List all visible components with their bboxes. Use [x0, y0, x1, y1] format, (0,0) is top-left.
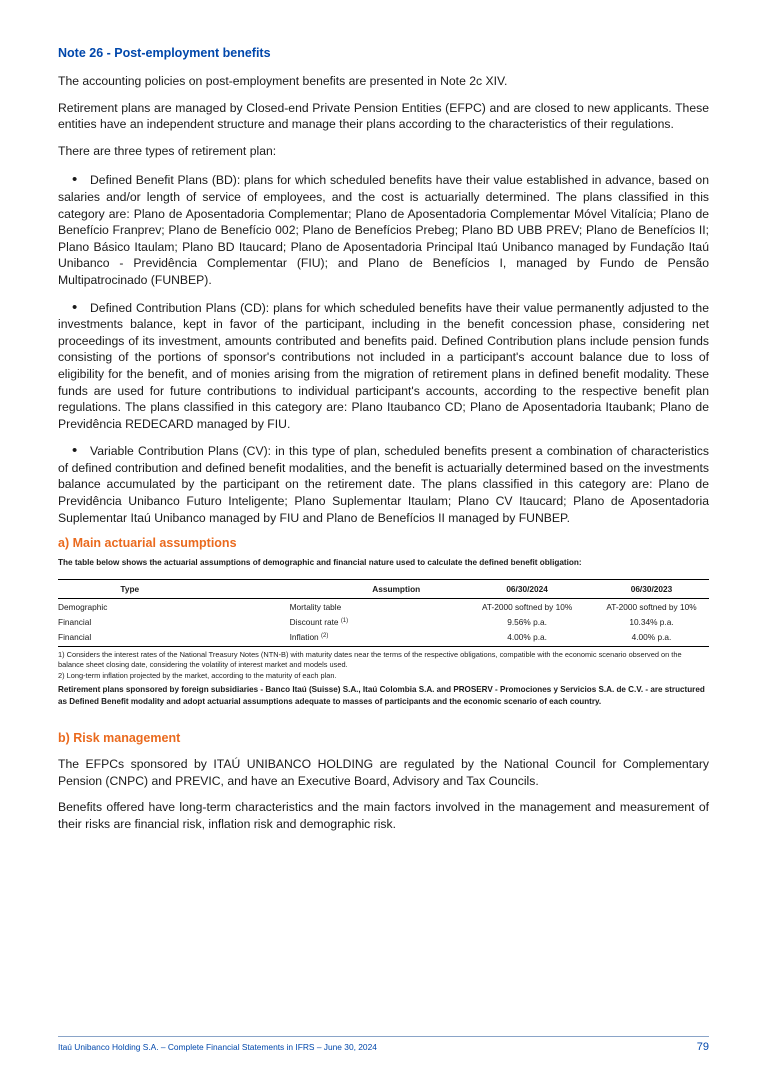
cell-type: Demographic: [58, 601, 108, 612]
cell-type: Financial: [58, 629, 202, 646]
cell-assumption: Inflation $^{(2)}$: [202, 629, 461, 646]
bullet-defined-contribution: [58, 300, 709, 433]
table-intro: The table below shows the actuarial assumptions of demographic and financial nature used to calculate the defined benefit obligation:: [58, 558, 582, 568]
cell-value-2023: AT-2000 softned by 10%: [606, 601, 697, 612]
cell-value-2024: 9.56% p.a.: [507, 616, 547, 627]
cell-value-2023: 10.34% p.a.: [629, 616, 674, 627]
foreign-subsidiaries-note: Retirement plans sponsored by foreign subsidiaries - Banco Itaú (Suisse) S.A., Itaú Colombia S.A. and PROSERV - Promociones y Servicios S.A. de C.V. - are structured as Defined Benefit modality and adopt actuarial assumptions adequate to masses of participants and the economic scenario of each country.: [58, 685, 705, 706]
footnote-2: 2) Long-term inflation projected by the market, according to the maturity of each plan.: [58, 670, 337, 680]
table-header-row: [58, 580, 709, 599]
cell-value-2024: 4.00% p.a.: [460, 629, 594, 646]
header-assumption: Assumption: [202, 580, 461, 599]
bullet-dot-icon: •: [72, 171, 78, 189]
table-footnotes: [58, 650, 709, 682]
paragraph-retirement-plans: Retirement plans are managed by Closed-end Private Pension Entities (EFPC) and are closed to new applicants. These entities have an independent structure and manage their plans according to the characteristics of their regulations.: [58, 100, 709, 132]
note-heading: Note 26 - Post-employment benefits: [58, 46, 271, 60]
cell-type: Financial: [58, 616, 92, 627]
section-b-title: b) Risk management: [58, 731, 181, 746]
footnote-1: 1) Considers the interest rates of the National Treasury Notes (NTN-B) with maturity dates near the terms of the respective obligations, compatible with the economic scenario observed on the balance sheet closing date, considering the volatility of interest market and models used.: [58, 649, 682, 670]
header-type: Type: [58, 580, 202, 599]
header-date-2023: 06/30/2023: [594, 580, 709, 599]
bullet-text: Variable Contribution Plans (CV): in this type of plan, scheduled benefits present a combination of characteristics of defined contribution and defined benefit modalities, and the benefit is actuarially determined based on the investments balance accumulated by the participant on the retirement date. The plans classified in this category are: Plano de Previdência Unibanco Futuro Inteligente; Plano Suplementar Itaulam; Plano CV Itaucard; Plano de Aposentadoria Suplementar Itaú Unibanco managed by FIU and Plano de Benefícios II managed by FUNBEP.: [58, 444, 709, 525]
paragraph-risk-factors: Benefits offered have long-term characteristics and the main factors involved in the management and measurement of their risks are financial risk, inflation risk and demographic risk.: [58, 800, 709, 832]
bullet-dot-icon: •: [72, 442, 78, 460]
footnote-marker: (2): [320, 632, 329, 639]
cell-assumption: Discount rate $^{(1)}$: [289, 616, 349, 627]
header-date-2024: 06/30/2024: [460, 580, 594, 599]
bullet-text: Defined Benefit Plans (BD): plans for which scheduled benefits have their value established in advance, based on salaries and/or length of service of employees, and the cost is actuarially determined. The plans classified in this category are: Plano de Aposentadoria Complementar; Plano de Aposentadoria Complementar Móvel Vitalícia; Plano de Benefício Franprev; Plano de Benefício 002; Plano de Benefícios Prebeg; Plano BD UBB PREV; Plano de Benefícios II; Plano Básico Itaulam; Plano BD Itaucard; Plano de Aposentadoria Principal Itaú Unibanco managed by Fundação Itaú Unibanco - Previdência Complementar (FIU); and Plano de Benefícios I, managed by Fundo de Pensão Multipatrocinado (FUNBEP).: [58, 173, 709, 287]
cell-assumption: Mortality table: [289, 601, 342, 612]
footer-company-text: Itaú Unibanco Holding S.A. – Complete Financial Statements in IFRS – June 30, 2024: [58, 1042, 377, 1052]
bullet-dot-icon: •: [72, 298, 78, 316]
table-row: [58, 629, 709, 646]
table-row: [58, 614, 709, 629]
actuarial-assumptions-table: [58, 579, 709, 647]
paragraph-efpc-regulation: The EFPCs sponsored by ITAÚ UNIBANCO HOLDING are regulated by the National Council for Complementary Pension (CNPC) and PREVIC, and have an Executive Board, Advisory and Tax Councils.: [58, 757, 709, 788]
bullet-defined-benefit: [58, 172, 709, 288]
table-row: [58, 599, 709, 615]
bullet-text: Defined Contribution Plans (CD): plans for which scheduled benefits have their value permanently adjusted to the investments balance, kept in favor of the participant, including in the benefit concession phase, considering net proceedings of its investment, amounts contributed and benefits paid. Defined Contribution plans include pension funds consisting of the portions of sponsor's contributions not included in a participant's account balance due to loss of eligibility for the benefit, and of monies arising from the migration of retirement plans in defined benefit modality. These funds are used for future contributions to individual participant's accounts, according to the respective benefit plan regulations. The plans classified in this category are: Plano Itaubanco CD; Plano de Aposentadoria Itaubank; Plano de Previdência REDECARD managed by FIU.: [58, 300, 709, 431]
page-number: 79: [696, 1041, 709, 1053]
document-page: [58, 46, 709, 843]
cell-value-2023: 4.00% p.a.: [594, 629, 709, 646]
footnote-marker: (1): [340, 617, 349, 624]
bullet-variable-contribution: [58, 443, 709, 526]
paragraph-three-types: There are three types of retirement plan:: [58, 143, 277, 158]
cell-value-2024: AT-2000 softned by 10%: [481, 601, 573, 612]
section-a-title: a) Main actuarial assumptions: [58, 536, 237, 551]
page-footer: [58, 1036, 709, 1053]
paragraph-accounting-policies: The accounting policies on post-employment benefits are presented in Note 2c XIV.: [58, 74, 508, 88]
